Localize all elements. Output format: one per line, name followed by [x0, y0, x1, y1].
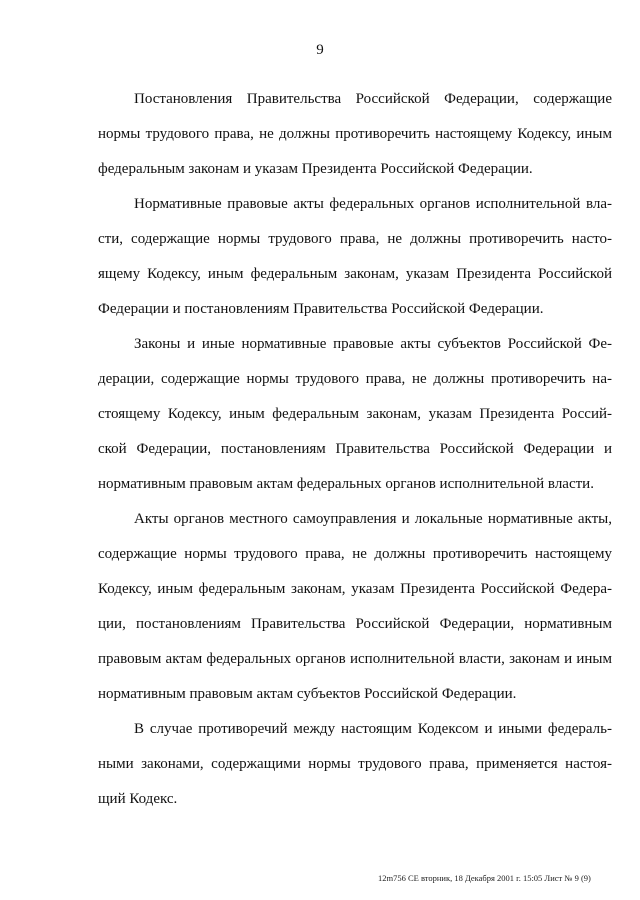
- paragraph-line: федеральным законам и указам Президента Российской Федерации.: [98, 161, 533, 177]
- paragraph-line: нормативным правовым актам федеральных органов исполнительной власти.: [98, 476, 594, 492]
- paragraph-line: нормы трудового права, не должны противоречить настоящему Кодексу, иным: [98, 126, 612, 142]
- page-number: 9: [316, 42, 324, 58]
- paragraph-line: В случае противоречий между настоящим Кодексом и иными федераль-: [134, 721, 612, 737]
- paragraph-3: [98, 327, 612, 502]
- paragraph-line: сти, содержащие нормы трудового права, не должны противоречить насто-: [98, 231, 612, 247]
- paragraph-line: ции, постановлениям Правительства Российской Федерации, нормативным: [98, 616, 612, 632]
- paragraph-line: стоящему Кодексу, иным федеральным законам, указам Президента Россий-: [98, 406, 612, 422]
- paragraph-1: [98, 82, 612, 187]
- paragraph-line: дерации, содержащие нормы трудового права, не должны противоречить на-: [98, 371, 612, 387]
- paragraph-line: Законы и иные нормативные правовые акты субъектов Российской Фе-: [134, 336, 612, 352]
- paragraph-line: ской Федерации, постановлениям Правительства Российской Федерации и: [98, 441, 612, 457]
- paragraph-4: [98, 502, 612, 712]
- paragraph-5: [98, 712, 612, 817]
- paragraph-line: Кодексу, иным федеральным законам, указам Президента Российской Федера-: [98, 581, 612, 597]
- paragraph-line: нормативным правовым актам субъектов Российской Федерации.: [98, 686, 517, 702]
- paragraph-line: содержащие нормы трудового права, не должны противоречить настоящему: [98, 546, 612, 562]
- paragraph-line: Постановления Правительства Российской Федерации, содержащие: [134, 91, 612, 107]
- paragraph-line: ящему Кодексу, иным федеральным законам, указам Президента Российской: [98, 266, 612, 282]
- footer-stamp: 12m756 CE вторник, 18 Декабря 2001 г. 15:05 Лист № 9 (9): [378, 873, 591, 883]
- paragraph-line: Нормативные правовые акты федеральных органов исполнительной вла-: [134, 196, 612, 212]
- paragraph-line: щий Кодекс.: [98, 791, 178, 807]
- paragraph-line: правовым актам федеральных органов исполнительной власти, законам и иным: [98, 651, 612, 667]
- paragraph-2: [98, 187, 612, 327]
- paragraph-line: ными законами, содержащими нормы трудового права, применяется настоя-: [98, 756, 612, 772]
- paragraph-line: Акты органов местного самоуправления и локальные нормативные акты,: [134, 511, 612, 527]
- body-text: [98, 82, 612, 817]
- paragraph-line: Федерации и постановлениям Правительства Российской Федерации.: [98, 301, 544, 317]
